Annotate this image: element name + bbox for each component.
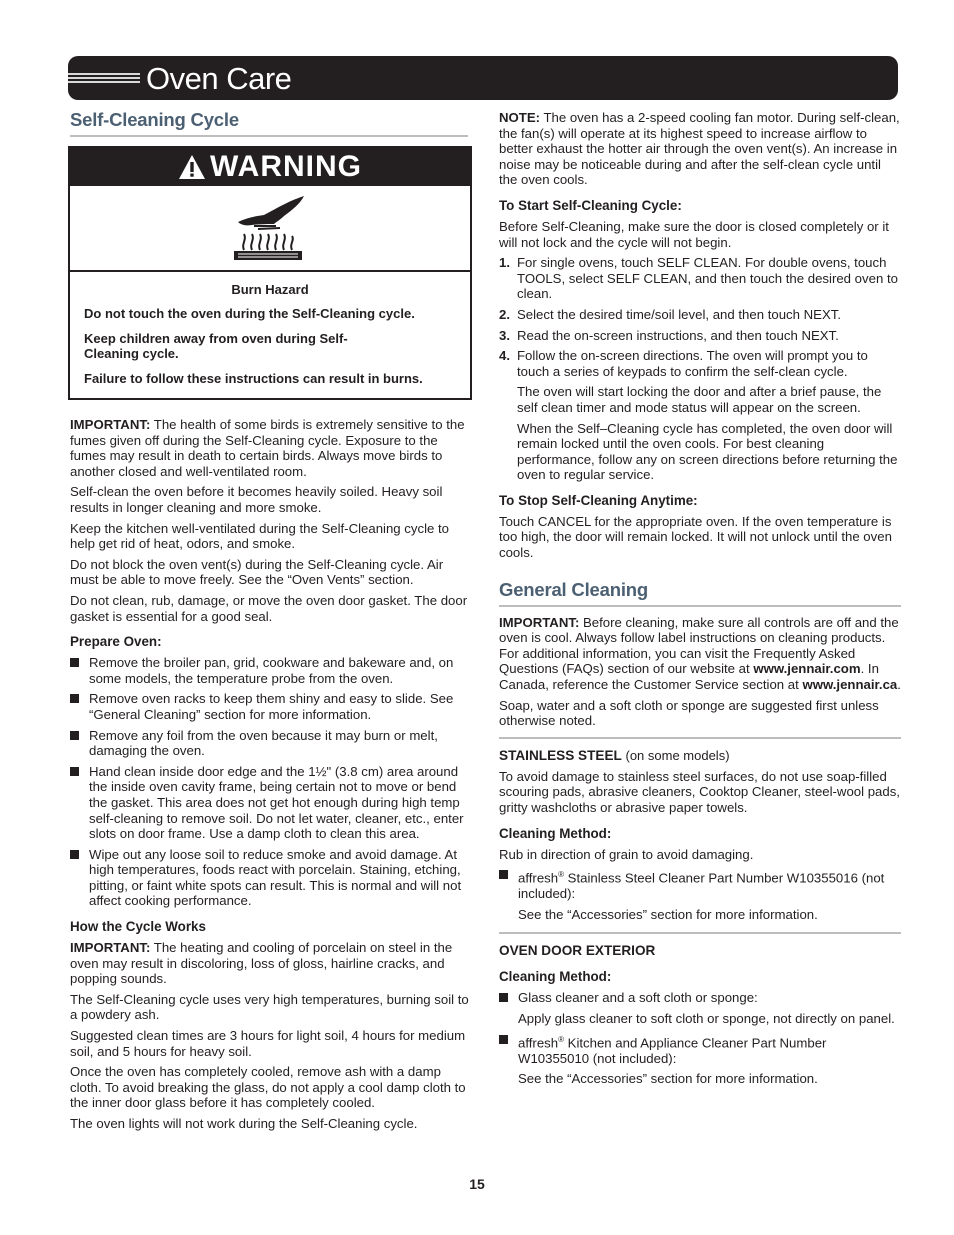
bullet-square	[70, 767, 79, 776]
important-label: IMPORTANT:	[70, 417, 151, 433]
general-para-2: Soap, water and a soft cloth or sponge are suggested first unless otherwise noted.	[499, 697, 879, 729]
page-header	[68, 56, 898, 100]
door-method-list	[499, 990, 901, 1086]
bullet-square	[499, 1035, 508, 1044]
step-item: 1. For single ovens, touch SELF CLEAN. For double ovens, touch TOOLS, select SELF CLEAN, and then touch the desired oven to clean.	[499, 255, 898, 302]
website-link-ca: www.jennair.ca	[802, 677, 898, 693]
para-self-clean: Self-clean the oven before it becomes heavily soiled. Heavy soil results in longer cleaning and more smoke.	[70, 484, 443, 515]
how-para-1: The Self-Cleaning cycle uses very high temperatures, burning soil to a powdery ash.	[70, 991, 469, 1023]
para-gasket: Do not clean, rub, damage, or move the oven door gasket. The door gasket is essential for a good seal.	[70, 592, 468, 624]
warning-header	[70, 148, 470, 186]
warning-line-3: Failure to follow these instructions can result in burns.	[84, 370, 423, 386]
start-steps	[499, 255, 901, 483]
stop-text: Touch CANCEL for the appropriate oven. If the oven temperature is too high, the door will remain locked. It will not unlock until the oven cools.	[499, 513, 892, 561]
header-decoration	[68, 73, 140, 83]
start-cycle-title: To Start Self-Cleaning Cycle:	[499, 197, 682, 213]
warning-hazard-title: Burn Hazard	[231, 282, 309, 297]
fan-note: NOTE: The oven has a 2-speed cooling fan motor. During self-clean, the fan(s) will operate at its highest speed to increase airflow to better exhaust the hotter air through the oven vent(s). An increase in noise may be noticeable during and after the self-clean cycle until the oven cools.	[499, 110, 900, 188]
warning-line-1: Do not touch the oven during the Self-Cleaning cycle.	[84, 306, 415, 322]
ss-method-list	[499, 867, 901, 922]
page-title: Oven Care	[146, 61, 292, 96]
ss-cleaning-method-title: Cleaning Method:	[499, 825, 612, 841]
list-item: Remove any foil from the oven because it may burn or melt, damaging the oven.	[70, 728, 470, 759]
how-para-2: Suggested clean times are 3 hours for light soil, 4 hours for medium soil, and 5 hours for heavy soil.	[70, 1028, 466, 1059]
burn-hazard-hand-icon	[230, 194, 310, 262]
list-item: Remove the broiler pan, grid, cookware and bakeware and, on some models, the temperature probe from the oven.	[70, 655, 470, 686]
bullet-square	[70, 694, 79, 703]
warning-box	[68, 146, 472, 400]
list-item: Remove oven racks to keep them shiny and easy to slide. See “General Cleaning” section for more information.	[70, 691, 470, 722]
step-item: 2. Select the desired time/soil level, and then touch NEXT.	[499, 306, 842, 322]
warning-line-2: Keep children away from oven during Self-Cleaning cycle.	[84, 330, 348, 362]
bullet-square	[70, 731, 79, 740]
section-title-self-cleaning: Self-Cleaning Cycle	[70, 108, 468, 137]
how-para-3: Once the oven has completely cooled, remove ash with a damp cloth. To avoid breaking the glass, do not apply a cool damp cloth to the inner door glass before it has completely cooled.	[70, 1064, 466, 1111]
ss-cleaning-method-text: Rub in direction of grain to avoid damaging.	[499, 846, 754, 862]
stainless-steel-title: STAINLESS STEEL (on some models)	[499, 747, 730, 763]
step4-para-1: The oven will start locking the door and after a brief pause, the self clean timer and mode status will appear on the screen.	[517, 384, 882, 415]
how-cycle-works-title: How the Cycle Works	[70, 919, 206, 935]
important-text: The health of some birds is extremely sensitive to the fumes given off during the Self-Cleaning cycle. Exposure to the fumes may result in death to certain birds. Always move birds to another closed and well-ventilated room.	[70, 417, 465, 479]
list-item: Hand clean inside door edge and the 1½" (3.8 cm) area around the inside oven cavity frame, being certain not to move or bend the gasket. This area does not get hot enough during high temp self-cleaning to remove soil. Do not let water, cleaner, etc., enter slots on door frame. Use a damp cloth to clean this area.	[70, 764, 470, 842]
website-link-us: www.jennair.com	[753, 661, 861, 677]
stop-cycle-title: To Stop Self-Cleaning Anytime:	[499, 492, 698, 508]
page-number: 15	[469, 1176, 485, 1192]
how-important: IMPORTANT: The heating and cooling of porcelain on steel in the oven may result in discoloring, loss of gloss, hairline cracks, and popping sounds.	[70, 940, 453, 987]
divider	[499, 737, 901, 739]
list-item: affresh® Kitchen and Appliance Cleaner Part Number W10355010 (not included): See the “Accessories” section for more information.	[499, 1032, 901, 1087]
list-item: affresh® Stainless Steel Cleaner Part Number W10355016 (not included): See the “Accessories” section for more information.	[499, 867, 901, 922]
stainless-steel-text: To avoid damage to stainless steel surfaces, do not use soap-filled scouring pads, abrasive cleaners, Cooktop Cleaner, steel-wool pads, gritty washcloths or abrasive paper towels.	[499, 768, 900, 815]
list-item: Wipe out any loose soil to reduce smoke and avoid damage. At high temperatures, foods react with porcelain. Staining, etching, pitting, or faint white spots can result. This is normal and will not affect cooking performance.	[70, 847, 470, 909]
step4-para-2: When the Self–Cleaning cycle has completed, the oven door will remain locked until the oven cools. For best cleaning performance, follow any on screen directions before returning the oven to regular service.	[517, 420, 898, 483]
start-intro: Before Self-Cleaning, make sure the door is closed completely or it will not lock and the cycle will not begin.	[499, 218, 889, 250]
burn-hazard-icon-area	[70, 186, 470, 272]
general-important: IMPORTANT: Before cleaning, make sure all controls are off and the oven is cool. Always follow label instructions on cleaning products. For additional information, you can visit the Frequently Asked Questions (FAQs) section of our website at www.jennair.com. In Canada, reference the Customer Service section at www.jennair.ca.	[499, 614, 901, 693]
prepare-oven-title: Prepare Oven:	[70, 634, 162, 650]
list-item: Glass cleaner and a soft cloth or sponge: Apply glass cleaner to soft cloth or sponge, not directly on panel.	[499, 990, 901, 1026]
prepare-oven-list	[70, 655, 470, 909]
divider	[499, 932, 901, 934]
how-para-4: The oven lights will not work during the Self-Cleaning cycle.	[70, 1116, 418, 1131]
bullet-square	[499, 993, 508, 1002]
birds-important	[70, 417, 470, 479]
section-title-general-cleaning: General Cleaning	[499, 578, 901, 607]
door-cleaning-method-title: Cleaning Method:	[499, 969, 612, 985]
right-column	[499, 110, 901, 1092]
step-item: 4. Follow the on-screen directions. The oven will prompt you to touch a series of keypads to confirm the self-clean cycle. The oven will start locking the door and after a brief pause, the self clean timer and mode status will appear on the screen. When the Self–Cleaning cycle has completed, the oven door will remain locked until the oven cools. For best cleaning performance, follow any on screen directions before returning the oven to regular service.	[499, 348, 901, 483]
bullet-square	[499, 870, 508, 879]
para-ventilation: Keep the kitchen well-ventilated during the Self-Cleaning cycle to help get rid of heat, odors, and smoke.	[70, 520, 449, 552]
warning-triangle-icon	[178, 154, 206, 180]
step-item: 3. Read the on-screen instructions, and then touch NEXT.	[499, 327, 839, 343]
para-vents: Do not block the oven vent(s) during the Self-Cleaning cycle. Air must be able to move freely. See the “Oven Vents” section.	[70, 556, 444, 588]
left-column	[70, 108, 470, 1137]
warning-label: WARNING	[210, 150, 362, 183]
bullet-square	[70, 850, 79, 859]
oven-door-exterior-title: OVEN DOOR EXTERIOR	[499, 943, 656, 959]
bullet-square	[70, 658, 79, 667]
warning-text	[70, 272, 470, 398]
